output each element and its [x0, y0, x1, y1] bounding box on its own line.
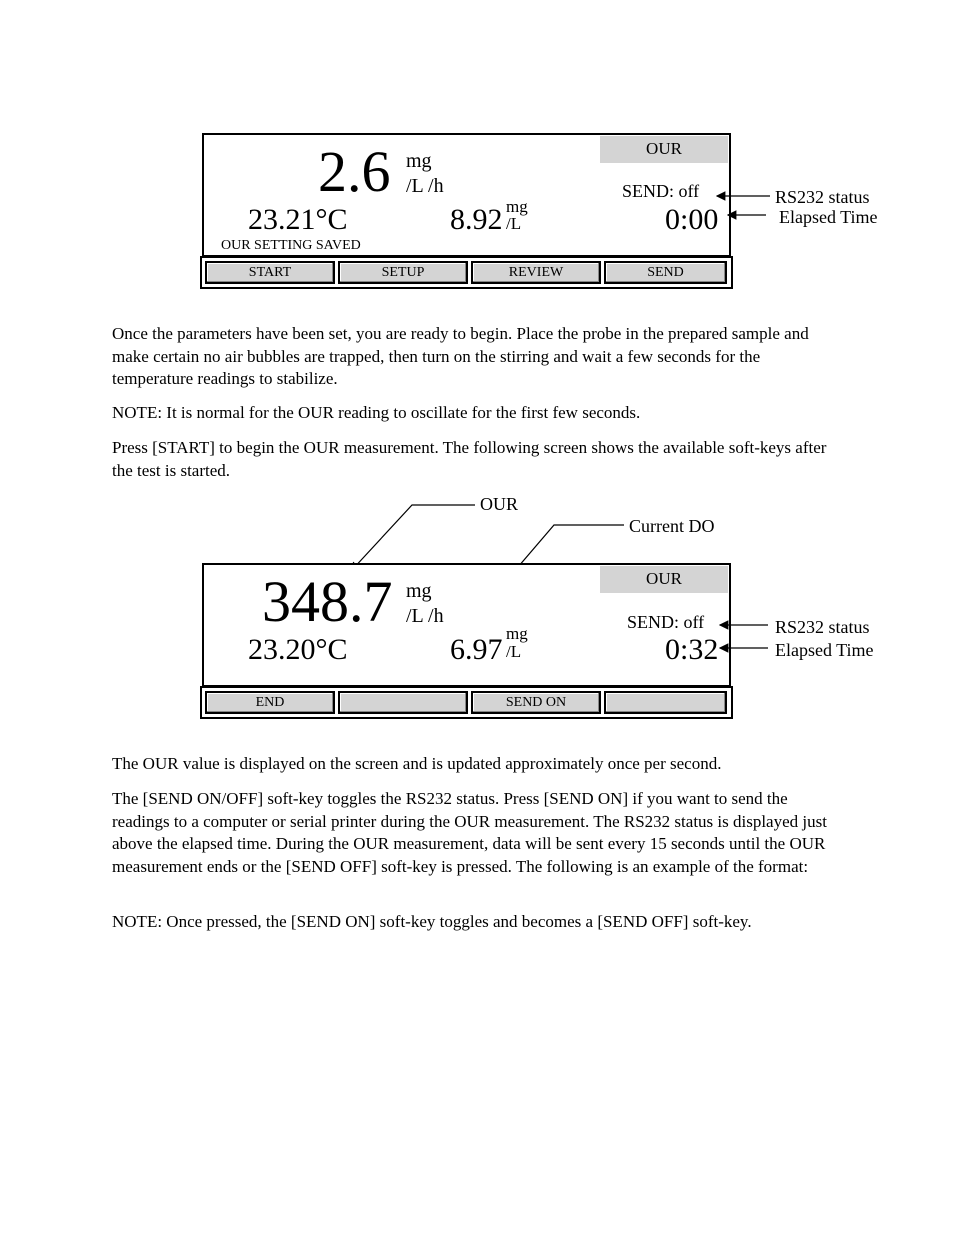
paragraph-begin — [112, 323, 842, 391]
mode-indicator-2: OUR — [600, 566, 728, 593]
elapsed-time-2: 0:32 — [665, 633, 719, 666]
send-status-2: SEND: off — [627, 612, 705, 632]
callout-current-do: Current DO — [629, 516, 715, 536]
do-unit-top-2: mg — [506, 624, 528, 643]
paragraph-begin-text: Once the parameters have been set, you are ready to begin. Place the probe in the prepared sample and make certain no air bubbles are trapped, then turn on the stirring and wait a few seconds for the temperature readings to stabilize. — [112, 324, 809, 388]
softkey-send-on[interactable]: SEND ON — [471, 691, 601, 714]
do-unit-bottom: /L — [506, 214, 522, 233]
softkey-start[interactable]: START — [205, 261, 335, 284]
send-status: SEND: off — [622, 181, 700, 201]
temperature-reading: 23.21°C — [248, 203, 348, 236]
do-unit-bottom-2: /L — [506, 642, 522, 661]
softkey-blank-2[interactable] — [338, 691, 468, 714]
callout-rs232-status: RS232 status — [775, 187, 870, 207]
our-unit-top-2: mg — [406, 580, 432, 602]
note-oscillate — [112, 402, 842, 425]
temperature-reading-2: 23.20°C — [248, 633, 348, 666]
paragraph-press-start-text: Press [START] to begin the OUR measurement. The following screen shows the available soft-keys after the test is started. — [112, 438, 827, 480]
callout-elapsed-time-2: Elapsed Time — [775, 640, 874, 660]
paragraph-updated — [112, 753, 842, 776]
our-reading: 2.6 — [318, 139, 391, 204]
note-send-on-text: NOTE: Once pressed, the [SEND ON] soft-key toggles and becomes a [SEND OFF] soft-key. — [112, 912, 752, 931]
paragraph-press-start — [112, 437, 842, 482]
callout-rs232-status-2: RS232 status — [775, 617, 870, 637]
our-unit-top: mg — [406, 150, 432, 172]
status-message: OUR SETTING SAVED — [221, 238, 361, 253]
softkey-review[interactable]: REVIEW — [471, 261, 601, 284]
paragraph-updated-text: The OUR value is displayed on the screen and is updated approximately once per second. — [112, 754, 722, 773]
note-oscillate-text: NOTE: It is normal for the OUR reading to oscillate for the first few seconds. — [112, 403, 641, 422]
do-unit-top: mg — [506, 197, 528, 216]
callout-arrows-2 — [700, 610, 790, 660]
note-send-on — [112, 911, 842, 934]
softkey-bar-2 — [200, 686, 733, 719]
our-unit-bottom: /L /h — [406, 175, 444, 197]
paragraph-send-toggle — [112, 788, 842, 878]
softkey-send[interactable]: SEND — [604, 261, 727, 284]
softkey-bar-1 — [200, 256, 733, 289]
softkey-end[interactable]: END — [205, 691, 335, 714]
callout-our: OUR — [480, 494, 519, 514]
elapsed-time: 0:00 — [665, 203, 719, 236]
callout-elapsed-time: Elapsed Time — [779, 207, 878, 227]
mode-indicator: OUR — [600, 136, 728, 163]
our-reading-2: 348.7 — [262, 569, 393, 634]
do-reading-2: 6.97 — [450, 633, 503, 666]
softkey-setup[interactable]: SETUP — [338, 261, 468, 284]
paragraph-send-toggle-text: The [SEND ON/OFF] soft-key toggles the RS232 status. Press [SEND ON] if you want to send the readings to a computer or serial printer during the OUR measurement. The RS232 status is displayed just above the elapsed time. During the OUR measurement, data will be sent every 15 seconds until the OUR measurement ends or the [SEND OFF] soft-key is pressed. The following is an example of the format: — [112, 789, 827, 876]
softkey-blank-4[interactable] — [604, 691, 727, 714]
callout-arrows-1 — [700, 180, 790, 230]
our-unit-bottom-2: /L /h — [406, 605, 444, 627]
do-reading: 8.92 — [450, 203, 503, 236]
